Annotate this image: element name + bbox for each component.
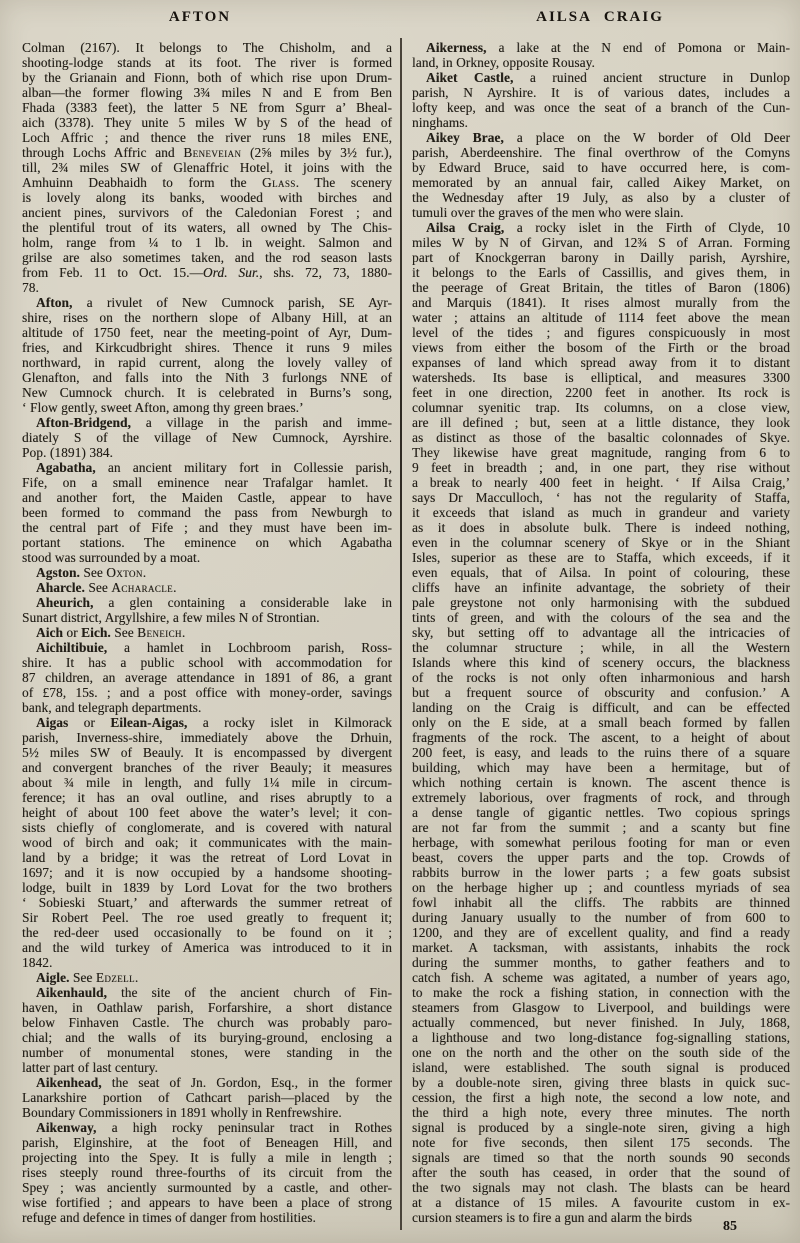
text-line: projecting into the Spey. It is fully a mile in length ;	[22, 1150, 392, 1165]
entry-name: Ailsa Craig,	[426, 220, 505, 235]
entry-name: Aikenhead,	[36, 1075, 102, 1090]
text-line: by a double-note siren, giving three blasts in quick suc-	[412, 1075, 790, 1090]
text-line: ninghams.	[412, 115, 468, 130]
text-line: Aikerness, a lake at the N end of Pomona or Main-	[426, 40, 790, 55]
text-line: on the herbage higher up ; and countless myriads of sea	[412, 880, 790, 895]
text-line: height of about 100 feet above the water’s level; it con-	[22, 805, 392, 820]
text-line: Aiket Castle, a ruined ancient structure in Dunlop	[426, 70, 791, 85]
text-line: diately S of the village of New Cumnock, Ayrshire.	[22, 430, 392, 445]
text-line: shire, rises on the northern slope of Albany Hill, at an	[22, 310, 392, 325]
text-line: as distinct as those of the basaltic colonnades of Skye.	[412, 430, 790, 445]
entry-name: Eilean-Aigas,	[110, 715, 188, 730]
entry-name: Aikenway,	[36, 1120, 97, 1135]
cross-reference: Beneveian	[183, 145, 242, 160]
text-line: and convergent branches of the river Beauly; it measures	[22, 760, 392, 775]
text-line: Aharcle. See Acharacle.	[36, 580, 177, 595]
text-line: signal is produced by a single-note siren, giving a high	[412, 1120, 790, 1135]
text-line: by the Grianain and Fionn, both of which rise upon Drum-	[22, 70, 392, 85]
text-line: which nothing certain is known. The ascent thence is	[412, 775, 790, 790]
text-line: are ill defined ; but, seen at a little distance, they look	[412, 415, 790, 430]
entry-name: Aich	[36, 625, 63, 640]
text-line: 1200, and they are of excellent quality, and find a ready	[412, 925, 790, 940]
text-line: ‘ Sobieski Stuart,’ and afterwards the summer retreat of	[22, 895, 392, 910]
column-divider-rule	[400, 38, 402, 1230]
text-line: 87 children, an average attendance in 1891 of 86, a grant	[22, 670, 392, 685]
text-line: by Edward Bruce, said to have occurred here, is com-	[412, 160, 790, 175]
text-line: fries, and Kirkcudbright shires. Thence it runs 9 miles	[22, 340, 392, 355]
text-line: shire. It has a public school with accommodation for	[22, 655, 392, 670]
text-line: sky, but setting off to advantage all the intricacies of	[412, 625, 790, 640]
text-line: been formed to command the pass from Newburgh to	[22, 505, 392, 520]
text-line: parish, Inverness-shire, immediately above the Drhuin,	[22, 730, 392, 745]
text-line: the columnar structure ; while, in all the Western	[412, 640, 790, 655]
text-line: 1842.	[22, 955, 53, 970]
text-line: is lovely along its banks, wooded with birches and	[22, 190, 392, 205]
text-line: the third a high note, every three minutes. The north	[412, 1105, 790, 1120]
text-line: stood was surrounded by a moat.	[22, 550, 201, 565]
text-line: shooting-lodge stands at its foot. The river is formed	[22, 55, 392, 70]
text-line: a dense tangle of gigantic nettles. Two copious springs	[412, 805, 790, 820]
text-line: catch fish. A scheme was agitated, a number of years ago,	[412, 970, 790, 985]
text-line: latter part of last century.	[22, 1060, 158, 1075]
entry-name: Aikerness,	[426, 40, 487, 55]
text-line: tints of green, and with the colours of the sea and the	[412, 610, 790, 625]
source-citation: Ord. Sur.	[202, 265, 260, 280]
text-line: building, which may have been a hermitage, but of	[412, 760, 790, 775]
text-line: even equals, that of Ailsa. In point of colouring, these	[412, 565, 790, 580]
text-line: Aikey Brae, a place on the W border of Old Deer	[426, 130, 791, 145]
text-line: Aich or Eich. See Beneich.	[36, 625, 186, 640]
text-line: at a distance of 15 miles. A favourite custom in ex-	[412, 1195, 790, 1210]
text-line: rabbits burrow in the lower parts ; a few goats subsist	[412, 865, 790, 880]
text-line: number of monumental stones, were standing in the	[22, 1045, 392, 1060]
text-line: Agston. See Oxton.	[36, 565, 147, 580]
text-line: of the rocks is not only often inharmonious and harsh	[412, 670, 790, 685]
text-line: 9 feet in breadth ; and, in one part, they rise without	[412, 460, 790, 475]
text-line: fowl inhabit all the cliffs. The rabbits are thinned	[412, 895, 790, 910]
text-line: Colman (2167). It belongs to The Chisholm, and a	[22, 40, 392, 55]
text-line: the red-deer used occasionally to be found on it ;	[22, 925, 392, 940]
text-line: parish, Elginshire, at the foot of Beneagen Hill, and	[22, 1135, 392, 1150]
text-line: Aikenhead, the seat of Jn. Gordon, Esq., in the former	[36, 1075, 392, 1090]
text-line: of £78, 15s. ; and a post office with money-order, savings	[22, 685, 392, 700]
text-line: it exceeds that island as much in grandeur and variety	[412, 505, 790, 520]
text-line: note for five seconds, then silent 175 seconds. The	[412, 1135, 790, 1150]
entry-name: Agabatha,	[36, 460, 96, 475]
entry-name: Agston.	[36, 565, 80, 580]
left-text-column	[22, 40, 392, 1225]
text-line: lodge, built in 1839 by Lord Lovat for the two brothers	[22, 880, 392, 895]
text-line: a lighthouse and two long-distance fog-signalling stations,	[412, 1030, 790, 1045]
text-line: Sir Robert Peel. The roe used greatly to frequent it;	[22, 910, 392, 925]
text-line: chial; and the walls of its burying-ground, enclosing a	[22, 1030, 392, 1045]
page-number: 85	[723, 1219, 737, 1234]
text-line: ference; it has an oval outline, and rises abruptly to a	[22, 790, 392, 805]
text-line: New Cumnock church. It is celebrated in Burns’s song,	[22, 385, 392, 400]
text-line: the Wednesday after 19 July, as also by a cluster of	[412, 190, 790, 205]
text-line: Aikenhauld, the site of the ancient church of Fin-	[36, 985, 392, 1000]
text-line: the peerage of Great Britain, the titles of Baron (1806)	[412, 280, 790, 295]
entry-name: Aikenhauld,	[36, 985, 107, 1000]
cross-reference: Glass	[262, 175, 296, 190]
text-line: Aheurich, a glen containing a considerable lake in	[36, 595, 392, 610]
text-line: Loch Affric ; and thence the river runs 18 miles ENE,	[22, 130, 392, 145]
text-line: Spey ; was anciently surmounted by a castle, and other-	[22, 1180, 392, 1195]
right-running-head: AILSA CRAIG	[536, 9, 664, 25]
text-line: a break to nearly 400 feet in height. ‘ If Ailsa Craig,’	[412, 475, 790, 490]
text-line: but a frequent source of obscurity and confusion.’ A	[412, 685, 790, 700]
text-line: Lanarkshire portion of Cathcart parish—placed by the	[22, 1090, 392, 1105]
text-line: views from either the bosom of the Firth or the broad	[412, 340, 790, 355]
text-line: lofty keep, and was once the seat of a branch of the Cun-	[412, 100, 790, 115]
text-line: feet in one direction, 2200 feet in another. Its rock is	[412, 385, 790, 400]
cross-reference: Oxton	[106, 565, 143, 580]
entry-name: Aichiltibuie,	[36, 640, 108, 655]
text-line: Afton, a rivulet of New Cumnock parish, SE Ayr-	[36, 295, 392, 310]
text-line: through Lochs Affric and Beneveian (2⅝ miles by 3½ fur.),	[22, 145, 392, 160]
text-line: Aigle. See Edzell.	[36, 970, 139, 985]
text-line: the central part of Fife ; and they must have been im-	[22, 520, 392, 535]
text-line: Sunart district, Argyllshire, a few miles N of Strontian.	[22, 610, 320, 625]
text-line: cursion steamers is to fire a gun and alarm the birds	[412, 1210, 693, 1225]
text-line: says Dr Macculloch, ‘ has not the regularity of Staffa,	[412, 490, 790, 505]
text-line: signals are timed so that the north sounds 90 seconds	[412, 1150, 790, 1165]
cross-reference: Acharacle	[111, 580, 174, 595]
text-line: the plentiful trout of its waters, all owned by The Chis-	[22, 220, 392, 235]
text-line: it belongs to the Earls of Cassillis, and gives them, in	[412, 265, 790, 280]
text-line: water ; attains an altitude of 1114 feet above the mean	[412, 310, 790, 325]
text-line: Ailsa Craig, a rocky islet in the Firth of Clyde, 10	[426, 220, 790, 235]
text-line: 200 feet, is easy, and leads to the ruins there of a square	[412, 745, 790, 760]
text-line: ancient pines, survivors of the Caledonian Forest ; and	[22, 205, 392, 220]
text-line: portant stations. The eminence on which Agabatha	[22, 535, 392, 550]
text-line: Amhuinn Deabhaidh to form the Glass. The scenery	[22, 175, 392, 190]
text-line: one on the north and the other on the south side of the	[412, 1045, 790, 1060]
text-line: actually commenced, but never finished. In July, 1868,	[412, 1015, 790, 1030]
text-line: are not far from the summit ; and a scanty but fine	[412, 820, 790, 835]
entry-name: Aiket Castle,	[426, 70, 514, 85]
text-line: even in the columnar scenery of Skye or in the Shiant	[412, 535, 790, 550]
right-text-column	[412, 40, 790, 1225]
text-line: parish, N Ayrshire. It is of various dates, includes a	[412, 85, 790, 100]
text-line: Isles, superior as these are to Staffa, which exceeds, if it	[412, 550, 790, 565]
text-line: part of Knockgerran barony in Dailly parish, Ayrshire,	[412, 250, 790, 265]
text-line: wood of birch and oak; it communicates with the main-	[22, 835, 392, 850]
text-line: island, were established. The south signal is produced	[412, 1060, 790, 1075]
text-line: grilse are also sometimes taken, and the rod season lasts	[22, 250, 392, 265]
text-line: from Feb. 11 to Oct. 15.—Ord. Sur., shs. 72, 73, 1880-	[22, 265, 392, 280]
left-running-head: AFTON	[168, 9, 232, 25]
text-line: sists chiefly of conglomerate, and is covered with natural	[22, 820, 392, 835]
text-line: during the summer months, to gather feathers and to	[412, 955, 790, 970]
text-line: till, 2¾ miles SW of Glenaffric Hotel, it joins with the	[22, 160, 392, 175]
text-line: Glenafton, and falls into the Nith 3 furlongs NNE of	[22, 370, 392, 385]
text-line: herbage, with somewhat perilous footing for man or even	[412, 835, 790, 850]
text-line: and another fort, the Maiden Castle, appear to have	[22, 490, 392, 505]
text-line: below Finhaven Castle. The church was probably paro-	[22, 1015, 392, 1030]
text-line: Fife, on a small eminence near Trafalgar hamlet. It	[22, 475, 392, 490]
entry-name: Aheurich,	[36, 595, 94, 610]
text-line: Boundary Commissioners in 1891 wholly in Renfrewshire.	[22, 1105, 342, 1120]
text-line: 78.	[22, 280, 39, 295]
text-line: They likewise have great magnitude, ranging from 6 to	[412, 445, 790, 460]
text-line: 5½ miles SW of Beauly. It is encompassed by divergent	[22, 745, 392, 760]
text-line: holm, range from ¼ to 1 lb. in weight. Salmon and	[22, 235, 392, 250]
text-line: wise fortified ; and appears to have been a place of strong	[22, 1195, 392, 1210]
text-line: watersheds. Its base is elliptical, and measures 3300	[412, 370, 790, 385]
text-line: ‘ Flow gently, sweet Afton, among thy green braes.’	[22, 400, 304, 415]
text-line: Agabatha, an ancient military fort in Collessie parish,	[36, 460, 392, 475]
text-line: fragments of the rock. The ascent, to a height of about	[412, 730, 790, 745]
text-line: Aichiltibuie, a hamlet in Lochbroom parish, Ross-	[36, 640, 392, 655]
entry-name: Eich.	[81, 625, 111, 640]
entry-name: Aigas	[36, 715, 69, 730]
text-line: as it does in absolute bulk. There is indeed nothing,	[412, 520, 790, 535]
text-line: altitude of 1750 feet, near the meeting-point of Ayr, Dum-	[22, 325, 392, 340]
text-line: land, in Orkney, opposite Rousay.	[412, 55, 595, 70]
text-line: Aigas or Eilean-Aigas, a rocky islet in Kilmorack	[36, 715, 392, 730]
text-line: haven, in Oathlaw parish, Forfarshire, a short distance	[22, 1000, 392, 1015]
entry-name: Aigle.	[36, 970, 70, 985]
text-line: expanses of land which spread away from it to distant	[412, 355, 790, 370]
text-line: memorated by an annual fair, called Aikey Market, on	[412, 175, 790, 190]
text-line: Pop. (1891) 384.	[22, 445, 113, 460]
text-line: cliffs have an infinite advantage, the sobriety of their	[412, 580, 790, 595]
text-line: during January usually to the number of from 600 to	[412, 910, 790, 925]
text-line: Aikenway, a high rocky peninsular tract in Rothes	[36, 1120, 392, 1135]
text-line: miles W by N of Girvan, and 12¾ S of Arran. Forming	[412, 235, 790, 250]
text-line: and the wild turkey of America was introduced to it in	[22, 940, 392, 955]
text-line: about ¾ mile in length, and fully 1¼ mile in circum-	[22, 775, 392, 790]
text-line: rises steeply round three-fourths of its circuit from the	[22, 1165, 392, 1180]
text-line: Afton-Bridgend, a village in the parish and imme-	[36, 415, 392, 430]
text-line: the two signals may not clash. The blasts can be heard	[412, 1180, 790, 1195]
text-line: bank, and telegraph departments.	[22, 700, 202, 715]
text-line: parish, Aberdeenshire. The final overthrow of the Comyns	[412, 145, 790, 160]
entry-name: Aikey Brae,	[426, 130, 504, 145]
text-line: alban—the former flowing 3¾ miles N and E from Ben	[22, 85, 392, 100]
text-line: to make the rock a fishing station, in connection with the	[412, 985, 790, 1000]
text-line: Islands where this kind of scenery occurs, the blackness	[412, 655, 790, 670]
entry-name: Afton,	[36, 295, 73, 310]
cross-reference: Edzell	[95, 970, 135, 985]
text-line: cession, the first a high note, the second a low note, and	[412, 1090, 790, 1105]
entry-name: Afton-Bridgend,	[36, 415, 131, 430]
cross-reference: Beneich	[137, 625, 182, 640]
text-line: aich (3378). They unite 5 miles W by S of the head of	[22, 115, 392, 130]
text-line: after the south has ceased, in order that the sound of	[412, 1165, 790, 1180]
text-line: level of the tides ; and figures conspicuously in most	[412, 325, 790, 340]
text-line: only on the E side, at a small beach formed by fallen	[412, 715, 790, 730]
text-line: Fhada (3383 feet), the latter 5 NE from Sgurr a’ Bheal-	[22, 100, 392, 115]
text-line: northward, in rapid current, along the lovely valley of	[22, 355, 392, 370]
entry-name: Aharcle.	[36, 580, 85, 595]
text-line: 1697; and it is now occupied by a handsome shooting-	[22, 865, 392, 880]
text-line: steamers from Glasgow to Liverpool, and buildings were	[412, 1000, 790, 1015]
text-line: beast, covers the upper parts and the top. Crowds of	[412, 850, 790, 865]
text-line: landing on the Craig is difficult, and can be effected	[412, 700, 790, 715]
text-line: and Marquis (1841). It rises almost murally from the	[412, 295, 790, 310]
text-line: land by a bridge; it was the retreat of Lord Lovat in	[22, 850, 392, 865]
text-line: extremely laborious, over fragments of rock, and through	[412, 790, 790, 805]
text-line: refuge and defence in times of danger from hostilities.	[22, 1210, 316, 1225]
text-line: pale greystone not only harmonising with the subdued	[412, 595, 790, 610]
text-line: tumuli over the graves of the men who were slain.	[412, 205, 684, 220]
text-line: columnar syenitic trap. Its columns, on a close view,	[412, 400, 790, 415]
text-line: market. A tacksman, with assistants, inhabits the rock	[412, 940, 790, 955]
